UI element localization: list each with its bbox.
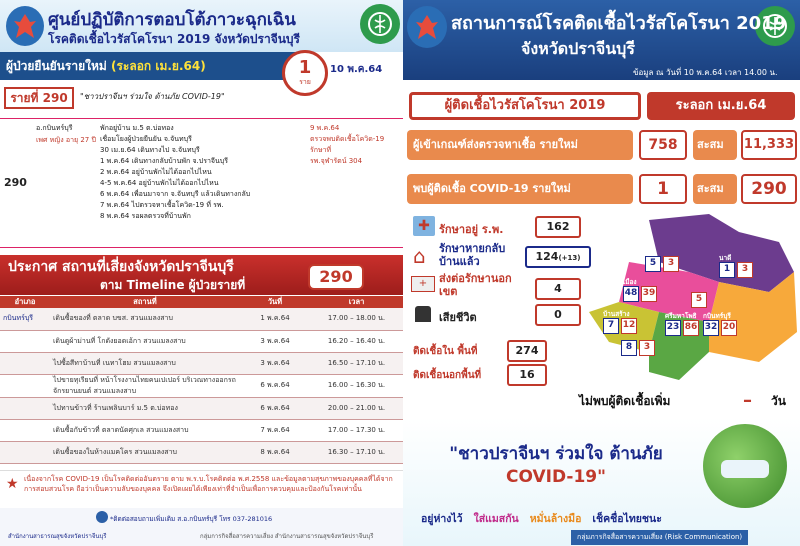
table-cell: 16.20 – 16.40 น. (310, 330, 403, 352)
garuda-emblem-icon (6, 6, 44, 46)
col-time: เวลา (310, 296, 403, 308)
stat-death-value: 0 (535, 304, 581, 326)
history-line: เชื่อมโยงผู้ป่วยยืนยัน จ.จันทบุรี (100, 135, 192, 143)
table-row (0, 419, 403, 441)
contact-info: *ติดต่อสอบถามเพิ่มเติม ส.อ.กบินทร์บุรี โทร 037-281016 (110, 515, 273, 523)
table-cell: 3 พ.ค.64 (240, 352, 310, 374)
infected-label: พบผู้ติดเชื้อ COVID-19 รายใหม่ (407, 174, 633, 204)
right-subtitle: จังหวัดปราจีนบุรี (521, 39, 635, 58)
table-cell: 17.00 – 17.30 น. (310, 419, 403, 441)
table-cell: 6 พ.ค.64 (240, 374, 310, 397)
table-cell (0, 397, 50, 419)
map-district-name: เมือง (623, 278, 637, 286)
campaign-quote-line1: "ชาวปราจีนฯ ร่วมใจ ต้านภัย (449, 444, 663, 464)
new-case-heading (6, 57, 206, 76)
map-count-a: 1 (719, 262, 735, 278)
table-cell: 8 พ.ค.64 (240, 441, 310, 463)
screened-label: ผู้เข้าเกณฑ์ส่งตรวจหาเชื้อ รายใหม่ (407, 130, 633, 160)
stat-recovered-box (525, 246, 591, 268)
risk-comm-badge: กลุ่มภารกิจสื่อสารความเสี่ยง (Risk Communication) (571, 530, 748, 545)
table-cell: กบินทร์บุรี (0, 308, 50, 330)
history-line: 1 พ.ค.64 เดินทางกลับบ้านพัก จ.ปราจีนบุรี (100, 157, 229, 165)
history-line: 6 พ.ค.64 เพื่อนมาจาก จ.จันทบุรี แล้วเดินทางกลับ (100, 190, 251, 198)
campaign-quote-line2: COVID-19" (506, 467, 606, 487)
table-cell (0, 352, 50, 374)
new-case-label: ผู้ป่วยยืนยันรายใหม่ (6, 59, 107, 73)
map-count-a: 32 (703, 320, 719, 336)
map-district-name: ศรีมหาโพธิ (665, 312, 697, 320)
case-id: 290 (4, 176, 27, 189)
stat-recovered-label: รักษาหายกลับบ้านแล้ว (439, 242, 506, 268)
announcement-case-number: 290 (308, 264, 364, 290)
infected-new: 1 (639, 174, 687, 204)
map-count-b: 3 (737, 262, 753, 278)
wave-label: (ระลอก เม.ย.64) (110, 59, 206, 73)
table-cell: ไปทานข้าวที่ ร้านเพลินบาร์ ม.5 ต.บ่อทอง (50, 397, 240, 419)
map-count-b: 20 (721, 320, 737, 336)
infected-cum: 290 (741, 174, 797, 204)
history-line: 4-5 พ.ค.64 อยู่บ้านพักไม่ได้ออกไปไหน (100, 179, 219, 187)
campaign-tips (421, 510, 662, 527)
map-district-name: นาดี (719, 254, 732, 262)
new-case-count: 1 (298, 56, 312, 78)
table-row (0, 441, 403, 463)
announcement-title: ประกาศ สถานที่เสี่ยงจังหวัดปราจีนบุรี (8, 259, 234, 275)
mask-icon (721, 460, 769, 478)
history-line: 2 พ.ค.64 อยู่บ้านพักไม่ได้ออกไปไหน (100, 168, 212, 176)
left-title: ศูนย์ปฏิบัติการตอบโต้ภาวะฉุกเฉิน (48, 10, 296, 30)
map-district-name: บ้านสร้าง (603, 310, 630, 318)
warning-star-icon: ★ (6, 476, 19, 492)
right-title: สถานการณ์โรคติดเชื้อไวรัสโคโรนา 2019 (451, 13, 787, 34)
table-row (0, 330, 403, 352)
table-cell (0, 374, 50, 397)
map-count-b: 12 (621, 318, 637, 334)
no-new-cases-label: ไม่พบผู้ติดเชื้อเพิ่ม (579, 394, 671, 408)
result-line: 9 พ.ค.64 (310, 124, 340, 132)
case-result (310, 123, 400, 167)
map-district-name: กบินทร์บุรี (703, 312, 731, 320)
death-icon (415, 306, 431, 322)
tip-mask: ใส่แมสกัน (473, 513, 519, 525)
risk-location-table (0, 296, 403, 464)
infected-in-label: ติดเชื้อใน พื้นที่ (413, 346, 478, 357)
history-line: 7 พ.ค.64 ไปตรวจหาเชื้อโควิด-19 ที่ รพ. (100, 201, 224, 209)
table-cell: 3 พ.ค.64 (240, 330, 310, 352)
tip-thaichana: เช็คชื่อไทยชนะ (592, 513, 662, 525)
case-number-box: รายที่ 290 (4, 87, 74, 109)
map-count-b: 3 (639, 340, 655, 356)
table-row (0, 308, 403, 330)
table-row (0, 352, 403, 374)
history-line: พักอยู่บ้าน ม.5 ต.บ่อทอง (100, 124, 174, 132)
history-line: 30 เม.ย.64 เดินทางไป จ.จันทบุรี (100, 146, 200, 154)
map-count-b: 3 (663, 256, 679, 272)
right-panel (403, 0, 800, 546)
table-cell: เดินซื้อของที่ ตลาด บขส. สวนแมลงสาบ (50, 308, 240, 330)
table-cell: 7 พ.ค.64 (240, 419, 310, 441)
case-district: อ.กบินทร์บุรี (36, 124, 73, 132)
house-icon: ⌂ (413, 244, 426, 268)
banner-infected: ผู้ติดเชื้อไวรัสโคโรนา 2019 (409, 92, 641, 120)
stat-recovered-value: 124 (535, 250, 559, 263)
history-line: 8 พ.ค.64 รอผลตรวจที่บ้านพัก (100, 212, 191, 220)
table-cell: 16.30 – 17.10 น. (310, 441, 403, 463)
col-date: วันที่ (240, 296, 310, 308)
stat-recovered-extra: (+13) (558, 254, 581, 262)
table-cell: 17.00 – 18.00 น. (310, 308, 403, 330)
table-cell: เดินซื้อกับข้าวที่ ตลาดนัดศุกเล สวนแมลงสาบ (50, 419, 240, 441)
days-unit: วัน (771, 394, 786, 408)
table-cell: เดินซื้อของในห้างแมคโคร สวนแมลงสาบ (50, 441, 240, 463)
map-count-b: 5 (691, 292, 707, 308)
result-line: รักษาที่ (310, 146, 332, 154)
table-cell (0, 419, 50, 441)
map-count-a: 5 (645, 256, 661, 272)
infected-out-value: 16 (507, 364, 547, 386)
banner-wave: ระลอก เม.ย.64 (647, 92, 795, 120)
infected-in-value: 274 (507, 340, 547, 362)
case-detail (0, 118, 403, 248)
map-count-b: 86 (683, 320, 699, 336)
map-count-a: 7 (603, 318, 619, 334)
case-history (100, 123, 300, 222)
ambulance-icon: + (411, 276, 435, 292)
table-cell: เดินดูผ้าม่านที่ โกดังยอดเอ้กา สวนแมลงสาบ (50, 330, 240, 352)
stat-death-label: เสียชีวิต (439, 311, 477, 324)
phone-icon (96, 511, 108, 523)
case-sex-age: เพศ หญิง อายุ 27 ปี (36, 136, 96, 144)
new-case-count-badge (282, 50, 328, 96)
announcement-subtitle: ตาม Timeline ผู้ป่วยรายที่ (100, 278, 246, 292)
table-header-row (0, 296, 403, 308)
left-subtitle: โรคติดเชื้อไวรัสโคโรนา 2019 จังหวัดปราจีนบุรี (48, 32, 300, 46)
table-cell: ไปซื้อสีทาบ้านที่ เนทาโฮม สวนแมลงสาบ (50, 352, 240, 374)
col-district: อำเภอ (0, 296, 50, 308)
screened-cum: 11,333 (741, 130, 797, 160)
privacy-notice: เนื่องจากโรค COVID-19 เป็นโรคติดต่ออันตราย ตาม พ.ร.บ.โรคติดต่อ พ.ศ.2558 และข้อมูลตามสุขภาพของบุคคลที่ได้จากการสอบสวนโรค ถือว่าเป็นความลับของบุคคล จึงเปิดเผยได้เพียงเท่าที่จำเป็นเพื่อการควบคุมและป้องกันโรคเท่านั้น (24, 475, 393, 493)
map-count-a: 23 (665, 320, 681, 336)
result-line: รพ.จุฬารัตน์ 304 (310, 157, 363, 165)
result-line: ตรวจพบติดเชื้อโควิด-19 (310, 135, 385, 143)
table-cell: 16.50 – 17.10 น. (310, 352, 403, 374)
stat-hospital-label: รักษาอยู่ ร.พ. (439, 223, 504, 236)
new-case-unit: ราย (299, 77, 311, 86)
map-count-b: 39 (641, 286, 657, 302)
campaign-quote (421, 440, 691, 487)
table-cell: ไปขายทุเรียนที่ หน้าโรงงานไทยคนเปเปอร์ บริเวณทางออกรถจักรยานยนต์ สวนแมลงสาบ (50, 374, 240, 397)
slogan: "ชาวปราจีนฯ ร่วมใจ ต้านภัย COVID-19" (80, 92, 225, 101)
footer-group: กลุ่มการกิจสื่อสารความเสี่ยง สำนักงานสาธารณสุขจังหวัดปราจีนบุรี (200, 533, 374, 540)
map-count-a: 8 (621, 340, 637, 356)
map-count-a: 48 (623, 286, 639, 302)
tip-wash: หมั่นล้างมือ (529, 513, 582, 525)
screened-new: 758 (639, 130, 687, 160)
screened-cum-label: สะสม (693, 130, 737, 160)
stat-transfer-label: ส่งต่อรักษานอกเขต (439, 272, 512, 298)
table-row (0, 374, 403, 397)
table-cell: 20.00 – 21.00 น. (310, 397, 403, 419)
moph-logo-icon (360, 4, 400, 44)
stat-transfer-value: 4 (535, 278, 581, 300)
table-cell (0, 330, 50, 352)
as-of-date: ข้อมูล ณ วันที่ 10 พ.ค.64 เวลา 14.00 น. (633, 68, 778, 77)
table-row (0, 397, 403, 419)
garuda-emblem-icon (407, 6, 447, 48)
table-cell: 1 พ.ค.64 (240, 308, 310, 330)
table-cell (0, 441, 50, 463)
table-cell: 6 พ.ค.64 (240, 397, 310, 419)
stat-hospital-value: 162 (535, 216, 581, 238)
col-place: สถานที่ (50, 296, 240, 308)
report-date: 10 พ.ค.64 (330, 64, 383, 75)
tip-distance: อยู่ห่างไว้ (421, 513, 463, 525)
no-new-days-value: – (743, 390, 752, 411)
hospital-icon: ✚ (413, 216, 435, 236)
footer-org: สำนักงานสาธารณสุขจังหวัดปราจีนบุรี (8, 533, 107, 540)
infected-cum-label: สะสม (693, 174, 737, 204)
infected-out-label: ติดเชื้อนอกพื้นที่ (413, 370, 482, 381)
table-cell: 16.00 – 16.30 น. (310, 374, 403, 397)
